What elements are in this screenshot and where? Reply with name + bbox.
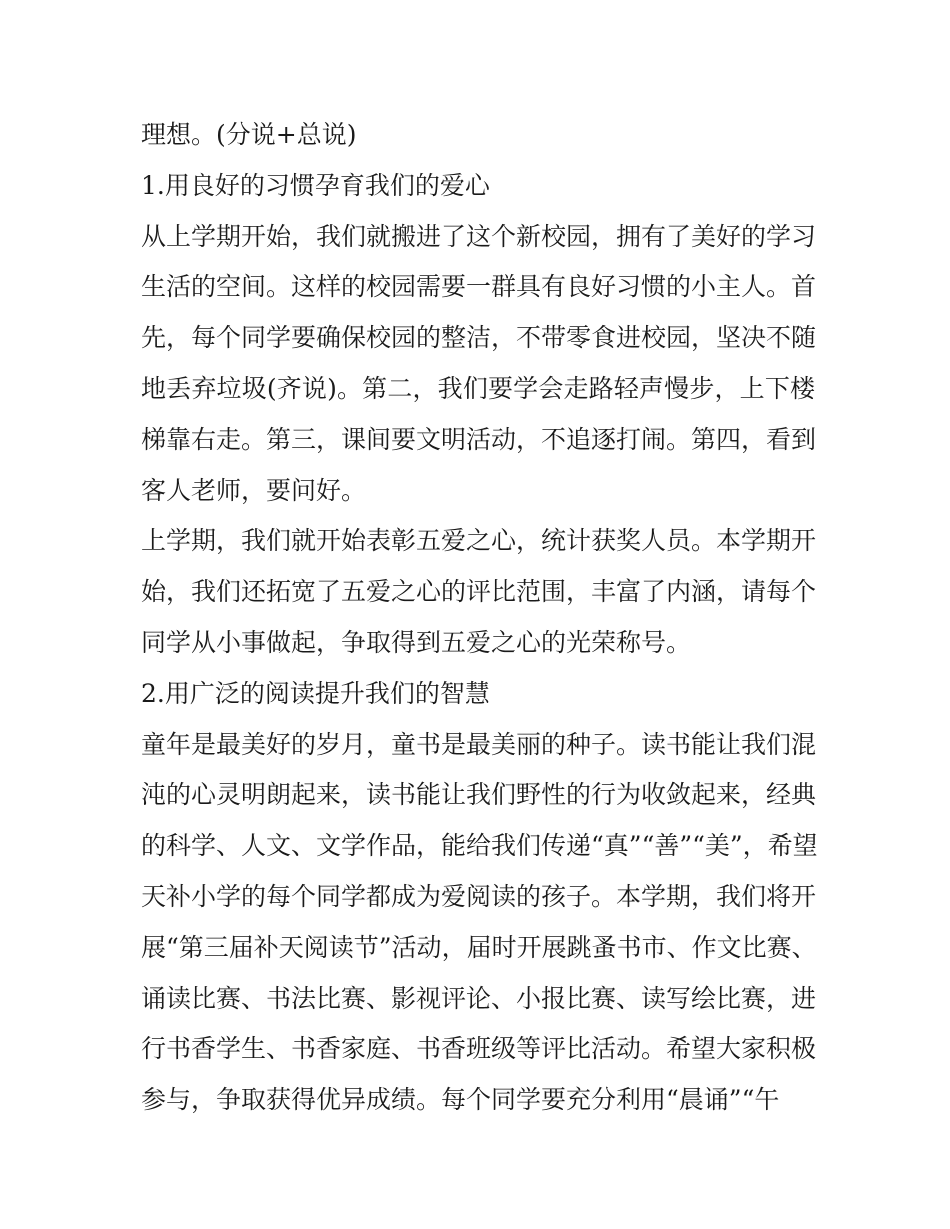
text-line: 上学期，我们就开始表彰五爱之心，统计获奖人员。本学期开	[141, 526, 817, 556]
text-line: 从上学期开始，我们就搬进了这个新校园，拥有了美好的学习	[141, 221, 817, 251]
text-line: 天补小学的每个同学都成为爱阅读的孩子。本学期，我们将开	[141, 881, 817, 911]
text-line: 梯靠右走。第三，课间要文明活动，不追逐打闹。第四，看到	[141, 424, 817, 454]
section-heading: 2.用广泛的阅读提升我们的智慧	[141, 678, 490, 708]
document-body	[141, 110, 818, 1126]
text-line: 理想。(分说+总说)	[141, 120, 357, 149]
text-line: 行书香学生、书香家庭、书香班级等评比活动。希望大家积极	[141, 1034, 817, 1064]
text-line: 参与，争取获得优异成绩。每个同学要充分利用“晨诵”“午	[141, 1085, 780, 1115]
text-line: 同学从小事做起，争取得到五爱之心的光荣称号。	[141, 627, 692, 657]
text-line: 诵读比赛、书法比赛、影视评论、小报比赛、读写绘比赛，进	[141, 983, 817, 1013]
text-line: 沌的心灵明朗起来，读书能让我们野性的行为收敛起来，经典	[141, 780, 817, 810]
text-line: 的科学、人文、文学作品，能给我们传递“真”“善”“美”，希望	[141, 831, 818, 861]
text-line: 始，我们还拓宽了五爱之心的评比范围，丰富了内涵，请每个	[141, 577, 817, 607]
text-line: 地丢弃垃圾(齐说)。第二，我们要学会走路轻声慢步，上下楼	[141, 373, 815, 403]
text-line: 展“第三届补天阅读节”活动，届时开展跳蚤书市、作文比赛、	[141, 932, 817, 962]
text-line: 先，每个同学要确保校园的整洁，不带零食进校园，坚决不随	[141, 323, 817, 353]
text-line: 童年是最美好的岁月，童书是最美丽的种子。读书能让我们混	[141, 729, 817, 759]
text-line: 客人老师，要问好。	[141, 475, 367, 505]
section-heading: 1.用良好的习惯孕育我们的爱心	[141, 170, 490, 200]
text-line: 生活的空间。这样的校园需要一群具有良好习惯的小主人。首	[141, 272, 817, 302]
